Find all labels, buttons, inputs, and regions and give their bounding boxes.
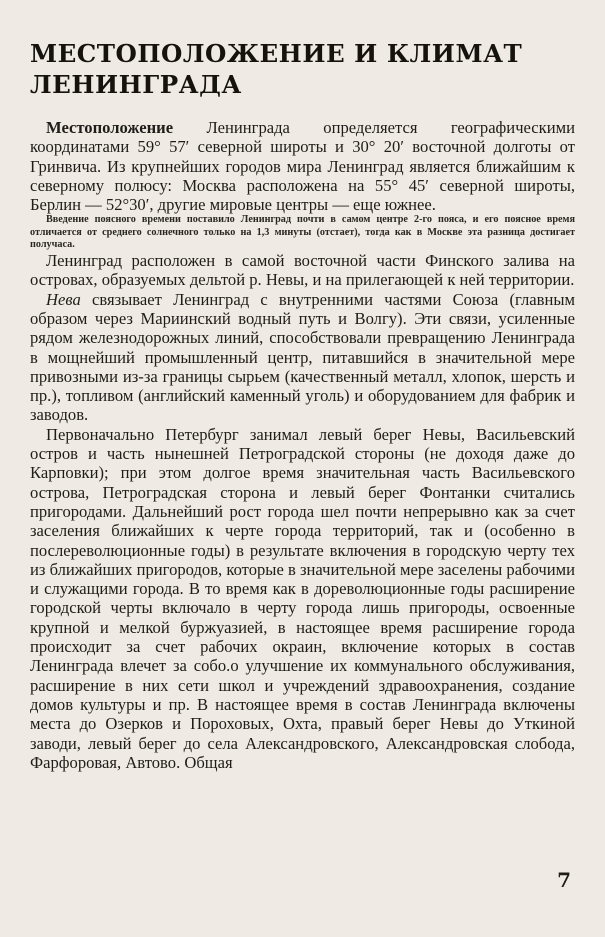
title-line-1: МЕСТОПОЛОЖЕНИЕ И КЛИМАТ [30,39,523,68]
footnote-time-zone: Введение поясного времени поставило Ленинград почти в самом центре 2-го пояса, и его поясное время отличается от среднего солнечного только на 1,3 минуты (отстает), тогда как в Москве эта разница достигает получаса. [30,214,575,250]
paragraph-text: связывает Ленинград с внутренними частями Союза (главным образом через Мариинский водный путь и Волгу). Эти связи, усиленные рядом железнодорожных линий, способствовали превращению Ленинграда в мощнейший промышленный центр, питавшийся в значительной мере привозными из-за границы сырьем (качественный металл, хлопок, шерсть и пр.), топливом (английский каменный уголь) и оборудованием для фабрик и заводов. [30,289,575,425]
paragraph-lead-term: Местоположение [46,118,174,137]
paragraph-city-growth: Первоначально Петербург занимал левый берег Невы, Васильевский остров и часть нынешней Петроградской стороны (не доходя даже до Карповки); при этом долгое время значительная часть Васильевского острова, Петроградская сторона и левый берег Фонтанки считались пригородами. Дальнейший рост города шел почти непрерывно как за счет заселения ближайших к черте города территорий, так и (особенно в послереволюционные годы) в результате включения в городскую черту тех из ближайших пригородов, которые в значительной мере заселены рабочими и служащими города. В то время как в дореволюционные годы расширение городской черты включало в черту города лишь пригороды, освоенные крупной и мелкой буржуазией, в настоящее время расширение города происходит за счет рабочих окраин, включение которых в состав Ленинграда влечет за собо.о улучшение их коммунального обслуживания, расширение в них сети школ и учреждений здравоохранения, создание домов культуры и пр. В настоящее время в состав Ленинграда включены места до Озерков и Пороховых, Охта, правый берег Невы до Уткиной заводи, левый берег до села Александровского, Александровская слобода, Фарфоровая, Автово. Общая [30,424,575,772]
paragraph-text: Ленинграда определяется географическими координатами 59° 57′ северной широты и 30° 20′ восточной долготы от Гринвича. Из крупнейших городов мира Ленинград является ближайшим к северному полюсу: Москва расположена на 55° 45′ северной широты, Берлин — 52°30′, другие мировые центры — еще южнее. [30,118,575,215]
paragraph-neva [30,290,575,425]
paragraph-location [30,118,575,214]
chapter-title [30,38,575,100]
title-line-2: ЛЕНИНГРАДА [30,70,242,99]
paragraph-lead-term: Нева [46,289,81,309]
page-number: 7 [557,868,571,892]
paragraph-gulf: Ленинград расположен в самой восточной части Финского залива на островах, образуемых дельтой р. Невы, и на прилегающей к ней территории. [30,251,575,290]
